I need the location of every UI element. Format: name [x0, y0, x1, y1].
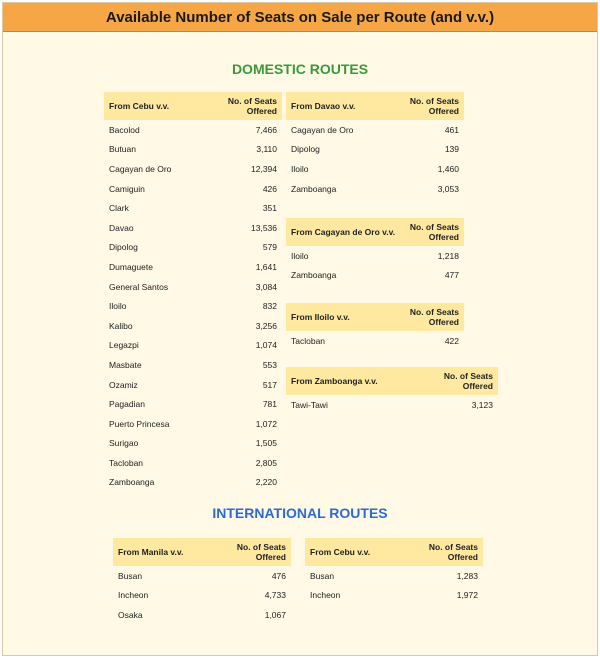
destination-name: Masbate [109, 359, 142, 370]
route-origin-header: From Davao v.v. [291, 101, 356, 111]
table-header [286, 303, 464, 331]
route-origin-header: From Cebu v.v. [109, 101, 170, 111]
seats-value: 1,067 [264, 609, 286, 620]
seats-value: 1,505 [255, 438, 277, 449]
destination-name: Clark [109, 203, 129, 214]
table-row [104, 336, 282, 356]
table-from-cebu [104, 92, 282, 492]
destination-name: Puerto Princesa [109, 418, 170, 429]
seats-value: 1,460 [437, 163, 459, 174]
international-routes-title: INTERNATIONAL ROUTES [212, 505, 388, 521]
table-row [104, 434, 282, 454]
table-row [113, 566, 291, 586]
seats-value: 1,074 [255, 340, 277, 351]
seats-value: 781 [262, 399, 277, 410]
seats-value: 4,733 [264, 590, 286, 601]
table-row [104, 355, 282, 375]
seats-column-header: No. of Seats Offered [443, 371, 493, 391]
destination-name: Davao [109, 222, 134, 233]
seats-value: 832 [262, 301, 277, 312]
seats-column-header: No. of Seats Offered [428, 542, 478, 562]
seats-value: 3,110 [256, 144, 277, 155]
destination-name: Kalibo [109, 320, 133, 331]
destination-name: Tawi-Tawi [291, 399, 328, 410]
table-row [286, 159, 464, 179]
domestic-routes-title: DOMESTIC ROUTES [231, 61, 369, 77]
table-header [305, 538, 483, 566]
table-row [104, 375, 282, 395]
table-row [104, 218, 282, 238]
seats-value: 426 [262, 183, 277, 194]
table-row [286, 179, 464, 199]
destination-name: Osaka [118, 609, 143, 620]
route-origin-header: From Iloilo v.v. [291, 312, 350, 322]
destination-name: Tacloban [109, 457, 144, 468]
destination-name: Busan [310, 570, 335, 581]
route-origin-header: From Zamboanga v.v. [291, 376, 378, 386]
table-row [113, 586, 291, 606]
seats-value: 422 [444, 335, 459, 346]
destination-name: Cagayan de Oro [109, 163, 172, 174]
table-row [104, 296, 282, 316]
table-row [104, 257, 282, 277]
seats-value: 1,283 [456, 570, 478, 581]
table-row [104, 473, 282, 493]
table-header [286, 367, 498, 395]
seats-column-header: No. of Seats Offered [409, 96, 459, 116]
destination-name: Busan [118, 570, 143, 581]
destination-name: Bacolod [109, 124, 140, 135]
table-row [104, 414, 282, 434]
route-origin-header: From Cebu v.v. [310, 547, 371, 557]
seats-value: 139 [444, 144, 459, 155]
destination-name: Camiguin [109, 183, 145, 194]
seats-value: 1,072 [255, 418, 277, 429]
table-row [104, 140, 282, 160]
destination-name: Butuan [109, 144, 136, 155]
table-from-iloilo [286, 303, 464, 351]
seats-value: 579 [262, 242, 277, 253]
table-row [104, 238, 282, 258]
seats-column-header: No. of Seats Offered [409, 307, 459, 327]
seats-value: 476 [271, 570, 286, 581]
table-row [305, 586, 483, 606]
seats-column-header: No. of Seats Offered [409, 222, 459, 242]
destination-name: Iloilo [109, 301, 127, 312]
seats-value: 2,805 [255, 457, 277, 468]
destination-name: Pagadian [109, 399, 145, 410]
seats-value: 3,256 [255, 320, 277, 331]
seats-column-header: No. of Seats Offered [227, 96, 277, 116]
destination-name: Dipolog [291, 144, 320, 155]
destination-name: Zamboanga [109, 477, 155, 488]
page-title: Available Number of Seats on Sale per Route (and v.v.) [3, 3, 597, 32]
page-frame [2, 2, 598, 656]
seats-value: 7,466 [255, 124, 277, 135]
route-origin-header: From Manila v.v. [118, 547, 184, 557]
destination-name: Iloilo [291, 163, 309, 174]
seats-value: 12,394 [251, 163, 277, 174]
destination-name: Zamboanga [291, 270, 337, 281]
table-row [104, 453, 282, 473]
seats-value: 13,536 [251, 222, 277, 233]
table-row [286, 395, 498, 415]
seats-value: 517 [262, 379, 277, 390]
table-header [286, 218, 464, 246]
seats-value: 1,641 [255, 261, 277, 272]
table-row [305, 566, 483, 586]
table-row [104, 120, 282, 140]
table-row [104, 394, 282, 414]
destination-name: Dipolog [109, 242, 138, 253]
table-intl-from-cebu [305, 538, 483, 605]
route-origin-header: From Cagayan de Oro v.v. [291, 227, 396, 237]
table-row [286, 120, 464, 140]
seats-value: 3,053 [437, 183, 459, 194]
table-row [286, 140, 464, 160]
table-from-zamboanga [286, 367, 498, 415]
table-from-davao [286, 92, 464, 198]
table-from-cagayan-de-oro [286, 218, 464, 285]
destination-name: Surigao [109, 438, 139, 449]
destination-name: Dumaguete [109, 261, 153, 272]
table-row [104, 277, 282, 297]
table-row [104, 316, 282, 336]
destination-name: Iloilo [291, 250, 309, 261]
destination-name: Ozamiz [109, 379, 138, 390]
seats-value: 1,218 [437, 250, 459, 261]
seats-value: 1,972 [456, 590, 478, 601]
destination-name: Incheon [310, 590, 341, 601]
destination-name: Legazpi [109, 340, 139, 351]
seats-value: 3,084 [255, 281, 277, 292]
seats-value: 461 [444, 124, 459, 135]
destination-name: General Santos [109, 281, 169, 292]
table-intl-from-manila [113, 538, 291, 625]
table-row [113, 605, 291, 625]
seats-value: 3,123 [471, 399, 493, 410]
table-header [113, 538, 291, 566]
seats-value: 2,220 [255, 477, 277, 488]
destination-name: Tacloban [291, 335, 326, 346]
destination-name: Zamboanga [291, 183, 337, 194]
destination-name: Incheon [118, 590, 149, 601]
table-row [286, 266, 464, 286]
table-row [104, 159, 282, 179]
seats-value: 553 [262, 359, 277, 370]
table-row [286, 246, 464, 266]
destination-name: Cagayan de Oro [291, 124, 354, 135]
table-row [286, 331, 464, 351]
seats-column-header: No. of Seats Offered [236, 542, 286, 562]
seats-value: 477 [444, 270, 459, 281]
table-row [104, 198, 282, 218]
seats-value: 351 [262, 203, 277, 214]
table-row [104, 179, 282, 199]
table-header [286, 92, 464, 120]
table-header [104, 92, 282, 120]
